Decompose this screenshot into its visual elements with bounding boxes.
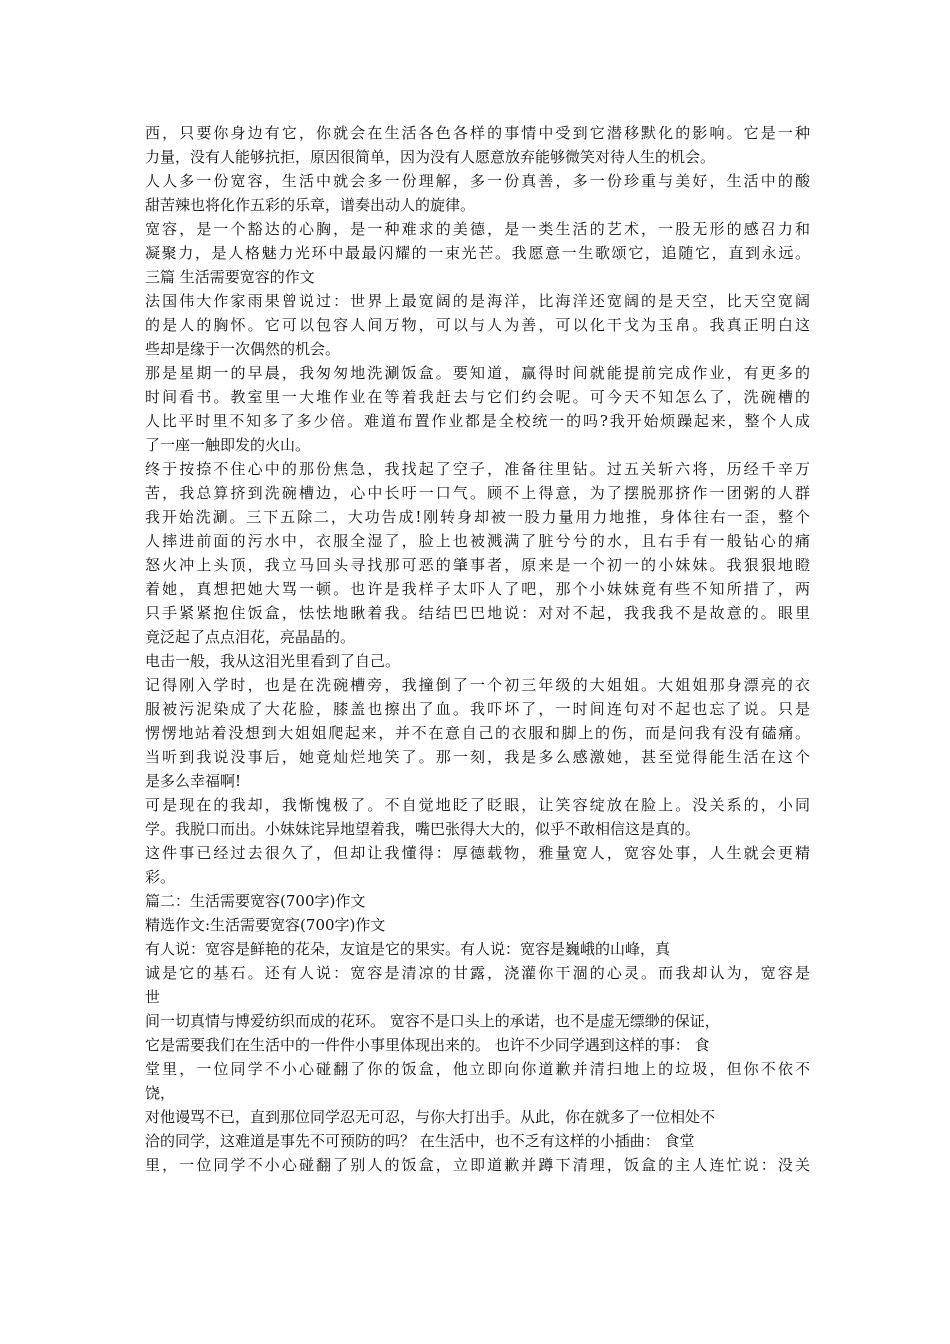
text-line: 人人多一份宽容，生活中就会多一份理解，多一份真善，多一份珍重与美好，生活中的酸 [145, 172, 810, 190]
text-line: 这件事已经过去很久了，但却让我懂得：厚德载物，雅量宽人，宽容处事，人生就会更精 [145, 844, 810, 862]
text-line: 西，只要你身边有它，你就会在生活各色各样的事情中受到它潜移默化的影响。它是一种 [145, 124, 810, 142]
text-line: 我开始洗涮。三下五除二，大功告成!刚转身却被一股力量用力地推，身体往右一歪，整个 [145, 508, 810, 526]
text-line: 是多么幸福啊! [145, 772, 242, 790]
text-line: 法国伟大作家雨果曾说过：世界上最宽阔的是海洋，比海洋还宽阔的是天空，比天空宽阔 [145, 292, 810, 310]
text-line: 甜苦辣也将化作五彩的乐章，谱奏出动人的旋律。 [145, 196, 476, 214]
text-line: 服被污泥染成了大花脸，膝盖也擦出了血。我吓坏了，一时间连句对不起也忘了说。只是 [145, 700, 810, 718]
text-line: 愣愣地站着没想到大姐姐爬起来，并不在意自己的衣服和脚上的伤，而是问我有没有磕痛。 [145, 724, 810, 742]
text-line: 洽的同学，这难道是事先不可预防的吗？ 在生活中，也不乏有这样的小插曲： 食堂 [145, 1132, 695, 1150]
text-line: 力量，没有人能够抗拒，原因很简单，因为没有人愿意放弃能够微笑对待人生的机会。 [145, 148, 716, 166]
text-line: 人摔进前面的污水中，衣服全湿了，脸上也被溅满了脏兮兮的水，且右手有一般钻心的痛 [145, 532, 810, 550]
text-line: 精选作文:生活需要宽容(700字)作文 [145, 916, 386, 934]
text-line: 堂里，一位同学不小心碰翻了你的饭盒，他立即向你道歉并清扫地上的垃圾，但你不依不 [145, 1060, 810, 1078]
text-line: 彩。 [145, 868, 176, 886]
text-line: 电击一般，我从这泪光里看到了自己。 [145, 652, 401, 670]
text-line: 些却是缘于一次偶然的机会。 [145, 340, 341, 358]
text-line: 有人说：宽容是鲜艳的花朵，友谊是它的果实。有人说：宽容是巍峨的山峰，真 [145, 940, 671, 958]
text-line: 那是星期一的早晨，我匆匆地洗涮饭盒。要知道，赢得时间就能提前完成作业，有更多的 [145, 364, 810, 382]
text-line: 时间看书。教室里一大堆作业在等着我赶去与它们约会呢。可今天不知怎么了，洗碗槽的 [145, 388, 810, 406]
text-line: 世 [145, 988, 161, 1006]
text-line: 人比平时里不知多了多少倍。难道布置作业都是全校统一的吗?我开始烦躁起来，整个人成 [145, 412, 810, 430]
text-line: 三篇 生活需要宽容的作文 [145, 268, 315, 286]
text-line: 了一座一触即发的火山。 [145, 436, 311, 454]
text-line: 苦，我总算挤到洗碗槽边，心中长吁一口气。顾不上得意，为了摆脱那挤作一团粥的人群 [145, 484, 810, 502]
text-line: 里，一位同学不小心碰翻了别人的饭盒，立即道歉并蹲下清理，饭盒的主人连忙说：没关 [145, 1156, 810, 1174]
text-line: 着她，真想把她大骂一顿。也许是我样子太吓人了吧，那个小妹妹竟有些不知所措了，两 [145, 580, 810, 598]
text-line: 可是现在的我却，我惭愧极了。不自觉地眨了眨眼，让笑容绽放在脸上。没关系的，小同 [145, 796, 810, 814]
essay-body [145, 121, 810, 1177]
text-line: 它是需要我们在生活中的一件件小事里体现出来的。 也许不少同学遇到这样的事： 食 [145, 1036, 710, 1054]
text-line: 竟泛起了点点泪花，亮晶晶的。 [145, 628, 356, 646]
text-line: 学。我脱口而出。小妹妹诧异地望着我，嘴巴张得大大的，似乎不敢相信这是真的。 [145, 820, 701, 838]
text-line: 的是人的胸怀。它可以包容人间万物，可以与人为善，可以化干戈为玉帛。我真正明白这 [145, 316, 810, 334]
text-line: 只手紧紧抱住饭盒，怯怯地瞅着我。结结巴巴地说：对对不起，我我我不是故意的。眼里 [145, 604, 810, 622]
text-line: 饶， [145, 1084, 176, 1102]
text-line: 凝聚力，是人格魅力光环中最最闪耀的一束光芒。我愿意一生歌颂它，追随它，直到永远。 [145, 244, 810, 262]
text-line: 记得刚入学时，也是在洗碗槽旁，我撞倒了一个初三年级的大姐姐。大姐姐那身漂亮的衣 [145, 676, 810, 694]
text-line: 对他谩骂不已，直到那位同学忍无可忍，与你大打出手。从此，你在就多了一位相处不 [145, 1108, 716, 1126]
text-line: 终于按捺不住心中的那份焦急，我找起了空子，准备往里钻。过五关斩六将，历经千辛万 [145, 460, 810, 478]
text-line: 诚是它的基石。还有人说：宽容是清凉的甘露，浇灌你干涸的心灵。而我却认为，宽容是 [145, 964, 810, 982]
text-line: 宽容，是一个豁达的心胸，是一种难求的美德，是一类生活的艺术，一股无形的感召力和 [145, 220, 810, 238]
text-line: 间一切真情与博爱纺织而成的花环。 宽容不是口头上的承诺，也不是虚无缥缈的保证， [145, 1012, 720, 1030]
text-line: 怒火冲上头顶，我立马回头寻找那可恶的肇事者，原来是一个初一的小妹妹。我狠狠地瞪 [145, 556, 810, 574]
text-line: 篇二：生活需要宽容(700字)作文 [145, 892, 366, 910]
text-line: 当听到我说没事后，她竟灿烂地笑了。那一刻，我是多么感激她，甚至觉得能生活在这个 [145, 748, 810, 766]
